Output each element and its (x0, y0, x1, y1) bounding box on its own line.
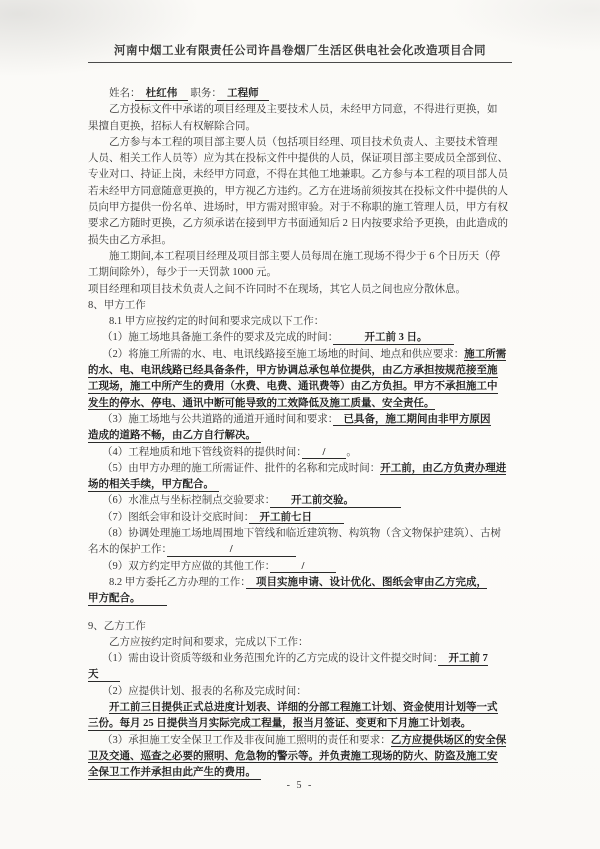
text-run: 名木的保护工作： (88, 544, 167, 556)
page-number: - 5 - (286, 780, 314, 791)
text-run: 员向甲方提供一份名单、进场时，甲方需对照审验。对于不称职的施工管理人员，甲方有权 (88, 202, 508, 214)
text-run: 施工期间,本工程项目经理及项目部主要人员每周在施工现场不得少于 6 个日历天（停 (109, 250, 501, 262)
text-run: （6）水准点与坐标控制点交验要求： (102, 495, 270, 507)
filled-in-text: 开工前交验。 (270, 495, 402, 507)
text-run: 。 (346, 446, 357, 458)
contract-line (88, 428, 518, 444)
text-run: 乙方投标文件中承诺的项目经理及主要技术人员，未经甲方同意，不得进行更换，如 (109, 104, 498, 116)
contract-line (88, 412, 518, 428)
contract-line (88, 559, 518, 575)
text-run: （8）协调处理施工场地周围地下管线和临近建筑物、构筑物（含文物保护建筑）、古树 (102, 528, 501, 540)
contract-line (88, 233, 518, 249)
text-run: 若未经甲方同意随意更换的，甲方视乙方违约。乙方在进场前须按其在投标文件中提供的人 (88, 185, 508, 197)
text-run: （3）承担施工安全保卫工作及非夜间施工照明的责任和要求： (102, 734, 391, 746)
text-run: （4）工程地质和地下管线资料的提供时间： (102, 446, 302, 458)
filled-in-text: 卫及交通、巡查之必要的照明、危急物的警示等。并负责施工现场的防火、防盗及施工安 (88, 750, 498, 762)
contract-line (88, 684, 518, 700)
text-run: （1）需由设计资质等级和业务范围允许的乙方完成的设计文件提交时间： (102, 653, 438, 665)
contract-line (88, 330, 518, 346)
text-run: （5）由甲方办理的施工所需证件、批件的名称和完成时间： (102, 462, 381, 474)
text-run: 要求乙方随时更换，乙方须承诺在接到甲方书面通知后 2 日内按要求给予更换，由此造成的 (88, 218, 508, 230)
text-run: 姓名： (109, 88, 136, 99)
contract-line (88, 700, 518, 716)
contract-line (88, 396, 518, 412)
filled-in-text: 发生的停水、停电、通讯中断可能导致的工效降低及施工质量、安全责任。 (88, 397, 435, 409)
contract-line (88, 102, 518, 118)
text-run: 专业对口、持证上岗，未经甲方同意，不得在其他工地兼职。乙方参与本工程的项目部人员 (88, 169, 508, 181)
contract-line (88, 347, 518, 363)
contract-line (88, 167, 518, 183)
contract-line (88, 151, 518, 167)
contract-line (88, 216, 518, 232)
filled-in-text: 已具备，施工期间由非甲方原因 (333, 413, 491, 425)
contract-line (88, 184, 518, 200)
text-run: 8.1 甲方应按约定的时间和要求完成以下工作： (109, 316, 325, 328)
document-header (88, 42, 512, 63)
text-run: 8、甲方工作 (88, 299, 146, 311)
text-run: （2）应提供计划、报表的名称及完成时间： (102, 685, 307, 697)
text-run: （3）施工场地与公共道路的通道开通时间和要求： (102, 413, 333, 425)
contract-line (88, 733, 518, 749)
text-run: 乙方参与本工程的项目部主要人员（包括项目经理、项目技术负责人、主要技术管理 (109, 136, 498, 148)
text-run: （7）图纸会审和设计交底时间： (102, 511, 249, 523)
text-run: 9、乙方工作 (88, 620, 146, 632)
filled-in-text: 开工前，由乙方负责办理进 (380, 462, 507, 474)
filled-in-text: 工现场，施工中所产生的费用（水费、电费、通讯费等）由乙方负担。甲方不承担施工中 (88, 381, 498, 393)
contract-line (88, 119, 518, 135)
filled-in-text: 造成的道路不畅，由乙方自行解决。 (88, 430, 262, 442)
filled-in-text: 甲方配合。 (88, 593, 167, 605)
filled-in-text: / (301, 446, 347, 458)
filled-in-text: 三份。每月 25 日提供当月实际完成工程量，报当月签证、变更和下月施工计划表。 (88, 718, 472, 730)
contract-line (88, 86, 518, 102)
filled-in-text: 开工前 7 (438, 653, 488, 665)
contract-line (88, 542, 518, 558)
contract-line (88, 298, 518, 314)
text-run: 8.2 甲方委托乙方办理的工作： (109, 576, 246, 588)
contract-line (88, 575, 518, 591)
contract-line (88, 619, 518, 635)
contract-line (88, 249, 518, 265)
contract-line (88, 651, 518, 667)
filled-in-text: 杜红伟 (135, 88, 188, 99)
contract-line (88, 135, 518, 151)
contract-line (88, 461, 518, 477)
contract-line (88, 510, 518, 526)
text-run: 乙方应按约定时间和要求，完成以下工作： (109, 636, 309, 648)
contract-line (88, 363, 518, 379)
contract-line (88, 526, 518, 542)
filled-in-text: 全保卫工作并承担由此产生的费用。 (88, 767, 262, 779)
text-run: 职务： (187, 88, 217, 99)
filled-in-text: 施工所需 (464, 348, 507, 360)
contract-line (88, 591, 518, 607)
contract-line (88, 445, 518, 461)
contract-line (88, 749, 518, 765)
text-run: 损失由乙方承担。 (88, 234, 172, 246)
filled-in-text: 开工前七日 (249, 511, 344, 523)
contract-line (88, 667, 518, 683)
contract-line (88, 314, 518, 330)
contract-line (88, 282, 518, 298)
text-run: （1）施工场地具备施工条件的要求及完成的时间： (102, 332, 333, 344)
contract-line (88, 200, 518, 216)
filled-in-text: 天 (88, 669, 120, 681)
filled-in-text: 工程师 (216, 88, 270, 99)
filled-in-text: / (166, 544, 296, 556)
text-run: （9）双方约定甲方应做的其他工作： (102, 560, 270, 572)
document-body (88, 86, 518, 781)
header-divider (88, 62, 512, 63)
filled-in-text: 乙方应提供场区的安全保 (390, 734, 507, 746)
contract-line (88, 265, 518, 281)
filled-in-text: 项目实施申请、设计优化、图纸会审由乙方完成， (245, 576, 487, 588)
contract-line (88, 635, 518, 651)
filled-in-text: 开工前三日提供正式总进度计划表、详细的分部工程施工计划、资金使用计划等一式 (109, 701, 498, 713)
filled-in-text: 场的相关手续，甲方配合。 (88, 479, 220, 491)
text-run: （2）将施工所需的水、电、电讯线路接至施工场地的时间、地点和供应要求： (102, 348, 465, 360)
contract-line (88, 716, 518, 732)
text-run: 果擅自更换，招标人有权解除合同。 (88, 120, 256, 132)
document-title: 河南中烟工业有限责任公司许昌卷烟厂生活区供电社会化改造项目合同 (114, 45, 486, 57)
contract-line (88, 493, 518, 509)
text-run: 工期间除外），每少于一天罚款 1000 元。 (88, 267, 277, 279)
text-run: 项目经理和项目技术负责人之间不许同时不在现场，其它人员之间也应分散休息。 (88, 283, 466, 295)
contract-line (88, 379, 518, 395)
filled-in-text: / (270, 560, 336, 572)
contract-line (88, 477, 518, 493)
filled-in-text: 的水、电、电讯线路已经具备条件，甲方协调总承包单位提供，由乙方承担按规范接至施 (88, 365, 498, 377)
text-run: 人员、相关工作人员等）应为其在投标文件中提供的人员，保证项目部主要成员全部到位、 (88, 153, 508, 165)
filled-in-text: 开工前 3 日。 (333, 332, 454, 344)
